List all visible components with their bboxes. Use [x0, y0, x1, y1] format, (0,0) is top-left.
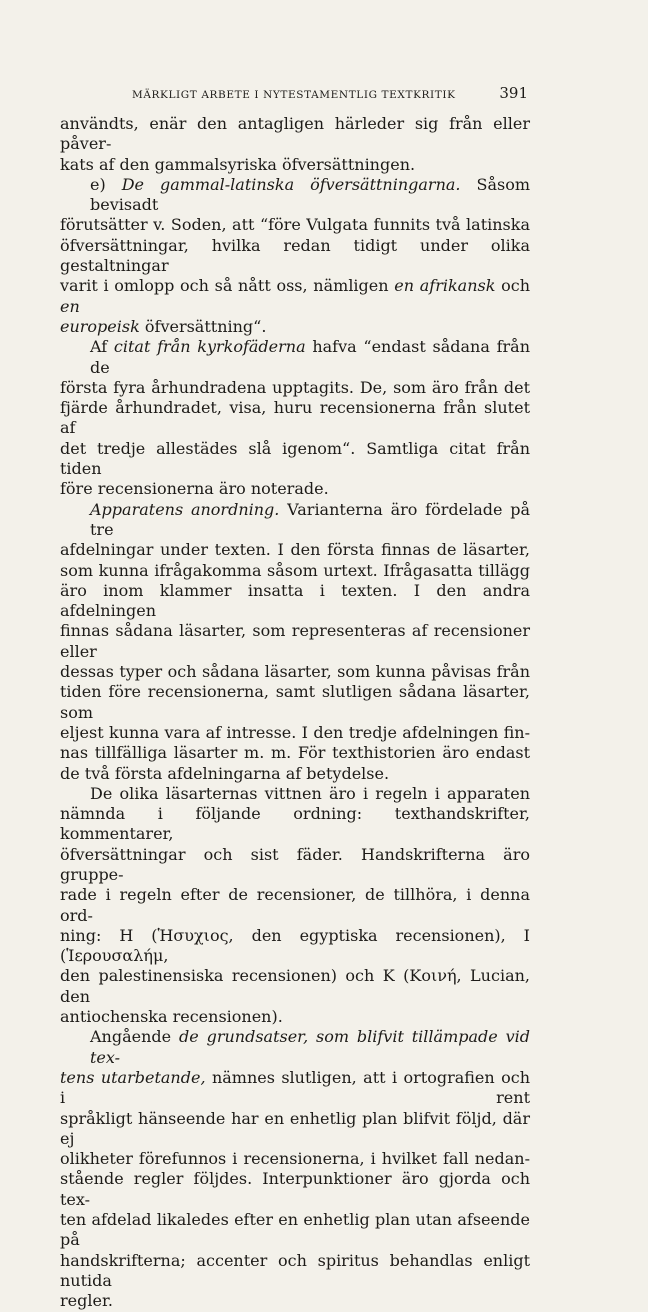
emphasis: europeisk — [60, 316, 140, 336]
text-line — [60, 317, 530, 337]
paragraph — [60, 114, 530, 175]
text-span: öfversättning“. — [139, 316, 267, 336]
text-line: ning: H (Ἡσυχιος, den egyptiska recensionen), I (Ἱερουσαλήμ, — [60, 925, 530, 966]
text-span: Af — [90, 337, 114, 357]
section-heading: Apparatens anordning. — [90, 499, 280, 519]
text-line — [60, 337, 530, 378]
page-number: 391 — [499, 84, 528, 102]
running-title: MÄRKLIGT ARBETE I NYTESTAMENTLIG TEXTKRITIK — [132, 89, 456, 101]
running-header — [132, 84, 528, 102]
paragraph — [60, 500, 530, 784]
text-line: handskrifterna; accenter och spiritus behandlas enligt nutida — [60, 1250, 530, 1290]
paragraph — [60, 1027, 530, 1311]
text-span: och — [495, 276, 531, 296]
text-line: öfversättningar, hvilka redan tidigt under olika gestaltningar — [60, 235, 530, 276]
text-line: den palestinensiska recensionen) och K (Κοινή, Lucian, den — [60, 966, 530, 1006]
text-line: eljest kunna vara af intresse. I den tredje afdelningen fin- — [60, 722, 530, 742]
emphasis: citat från kyrkofäderna — [113, 337, 306, 357]
text-line: fjärde århundradet, visa, huru recensionerna från slutet af — [60, 398, 530, 438]
text-line: öfversättningar och sist fäder. Handskrifterna äro gruppe- — [60, 844, 530, 884]
text-span: Såsom bevisadt — [90, 174, 531, 215]
paragraph — [60, 175, 530, 337]
text-line: finnas sådana läsarter, som representeras af recensioner eller — [60, 621, 530, 661]
text-line: nas tillfälliga läsarter m. m. För texthistorien äro endast — [60, 743, 530, 763]
paragraph — [60, 784, 530, 1028]
paragraph — [60, 337, 530, 499]
text-line: kats af den gammalsyriska öfversättningen. — [60, 154, 416, 174]
text-span: e) — [90, 174, 122, 194]
text-line: antiochenska recensionen). — [60, 1007, 283, 1027]
emphasis: de grundsatser, som blifvit tillämpade vid tex- — [90, 1027, 530, 1067]
text-span: hafva “endast sådana från de — [90, 337, 531, 377]
emphasis: en — [60, 296, 80, 316]
text-line: olikheter förefunnos i recensionerna, i hvilket fall nedan- — [60, 1149, 530, 1169]
text-line: de två första afdelningarna af betydelse. — [60, 763, 390, 783]
text-line: afdelningar under texten. I den första finnas de läsarter, — [60, 540, 530, 560]
text-span: varit i omlopp och så nått oss, nämligen — [60, 276, 395, 296]
text-line: De olika läsarternas vittnen äro i regeln i apparaten — [90, 783, 530, 803]
text-line: tiden före recensionerna, samt slutligen sådana läsarter, som — [60, 682, 530, 722]
text-line: stående regler följdes. Interpunktioner äro gjorda och tex- — [60, 1169, 530, 1209]
section-heading: De gammal-latinska öfversättningarna. — [121, 174, 461, 194]
text-line — [60, 1027, 530, 1068]
text-line: före recensionerna äro noterade. — [60, 479, 329, 499]
text-line — [60, 276, 530, 317]
text-line: förutsätter v. Soden, att “före Vulgata funnits två latinska — [60, 215, 530, 235]
text-line: regler. — [60, 1291, 113, 1311]
text-line: nämnda i följande ordning: texthandskrifter, kommentarer, — [60, 804, 530, 844]
text-line — [60, 500, 530, 541]
text-line: som kunna ifrågakomma såsom urtext. Ifrågasatta tillägg — [60, 560, 530, 580]
text-line: rade i regeln efter de recensioner, de tillhöra, i denna ord- — [60, 885, 530, 925]
emphasis: en afrikansk — [394, 276, 496, 296]
body-text — [60, 114, 530, 1312]
text-line: språkligt hänseende har en enhetlig plan blifvit följd, där ej — [60, 1108, 530, 1148]
text-span: nämnes slutligen, att i ortografien och i rent — [60, 1067, 531, 1108]
text-line — [60, 1068, 530, 1109]
text-line: det tredje allestädes slå igenom“. Samtliga citat från tiden — [60, 438, 530, 479]
emphasis: tens utarbetande, — [60, 1067, 206, 1087]
text-line — [60, 175, 530, 216]
text-line: första fyra århundradena upptagits. De, som äro från det — [60, 377, 530, 397]
text-span: Angående — [90, 1027, 179, 1047]
text-line: äro inom klammer insatta i texten. I den andra afdelningen — [60, 580, 530, 621]
text-line: ten afdelad likaledes efter en enhetlig plan utan afseende på — [60, 1210, 530, 1250]
text-line: användts, enär den antagligen härleder sig från eller påver- — [60, 114, 530, 154]
text-span: Varianterna äro fördelade på tre — [90, 499, 531, 539]
text-line: dessas typer och sådana läsarter, som kunna påvisas från — [60, 662, 530, 682]
